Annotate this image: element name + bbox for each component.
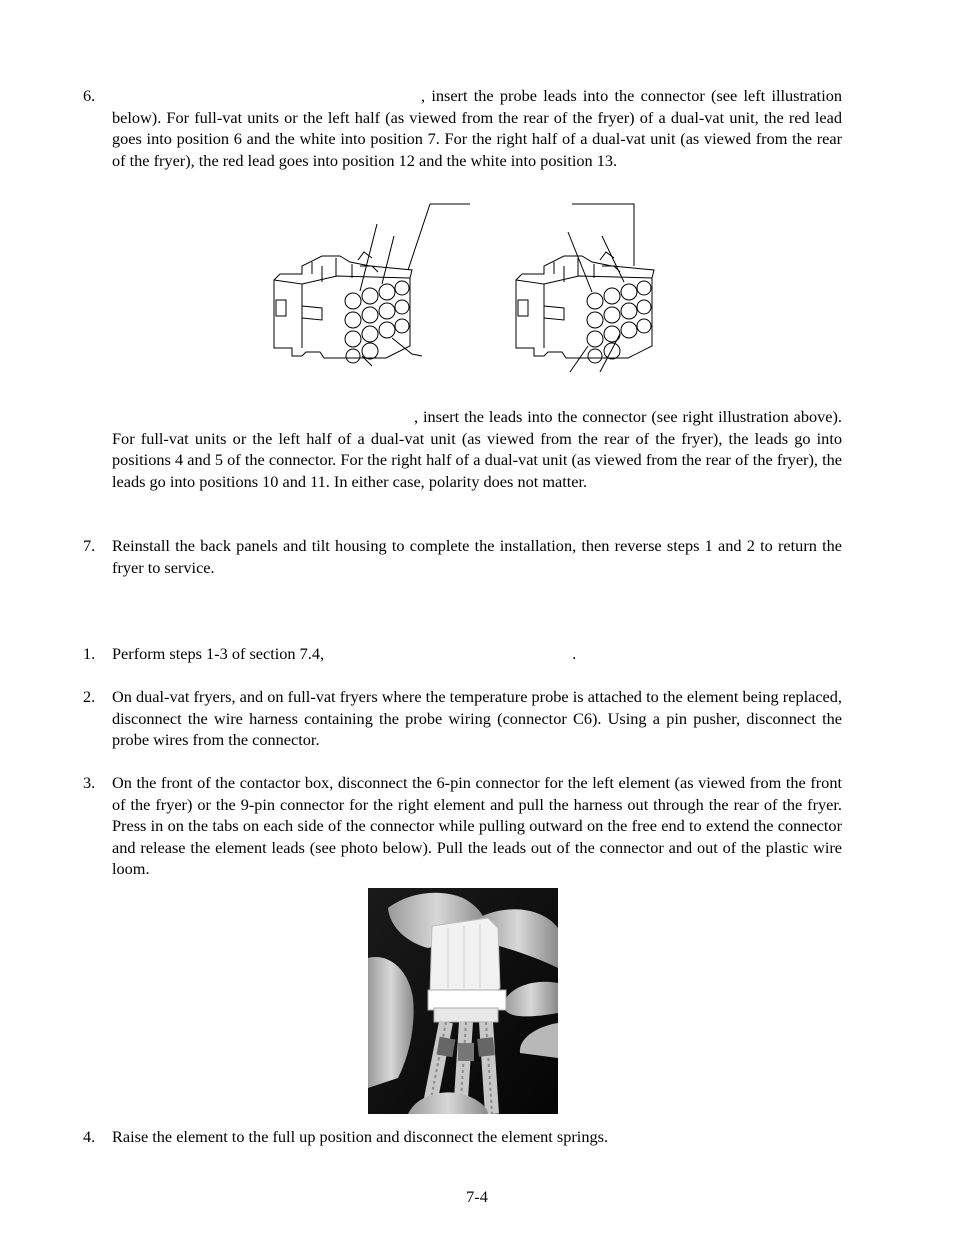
- left-connector-drawing: [274, 204, 470, 366]
- section2-step-1: [83, 643, 842, 665]
- step-number: 6.: [83, 86, 96, 105]
- step-6-continued-text: , insert the leads into the connector (see right illustration above). For full-vat units or the left half of a dual-vat unit (as viewed from the rear of the fryer), the leads go into positions 4 and 5 of the connector. For the right half of a dual-vat unit (as viewed from the rear of the fryer), the leads go into positions 10 and 11. In either case, polarity does not matter.: [112, 407, 842, 491]
- step-number: 7.: [83, 536, 96, 555]
- right-connector-drawing: [516, 204, 654, 372]
- step-text: On dual-vat fryers, and on full-vat fryers where the temperature probe is attached to the element being replaced, disconnect the wire harness containing the probe wiring (connector C6). Using a pin pusher, disconnect the probe wires from the connector.: [112, 687, 842, 750]
- step-number: 3.: [83, 773, 96, 792]
- step-suffix: .: [572, 644, 577, 663]
- step-text: Perform steps 1-3 of section 7.4,: [112, 644, 325, 663]
- page-number: 7-4: [466, 1187, 488, 1206]
- step-number: 1.: [83, 644, 96, 663]
- connector-illustrations: [262, 196, 682, 378]
- step-6-text: , insert the probe leads into the connector (see left illustration below). For full-vat units or the left half (as viewed from the rear of the fryer) of a dual-vat unit, the red lead goes into position 6 and the white into position 7. For the right half of a dual-vat unit (as viewed from the rear of the fryer), the red lead goes into position 12 and the white into position 13.: [112, 86, 842, 170]
- section2-step-2: [83, 686, 842, 751]
- section2-step-3: [83, 772, 842, 880]
- step-7: [83, 535, 842, 578]
- step-number: 4.: [83, 1127, 96, 1146]
- step-7-text: Reinstall the back panels and tilt housing to complete the installation, then reverse steps 1 and 2 to return the fryer to service.: [112, 536, 842, 577]
- step-text: Raise the element to the full up position and disconnect the element springs.: [112, 1127, 609, 1146]
- step-number: 2.: [83, 687, 96, 706]
- step-text: On the front of the contactor box, disconnect the 6-pin connector for the left element (as viewed from the front of the fryer) or the 9-pin connector for the right element and pull the harness out through the rear of the fryer. Press in on the tabs on each side of the connector while pulling outward on the free end to extend the connector and release the element leads (see photo below). Pull the leads out of the connector and out of the plastic wire loom.: [112, 773, 842, 879]
- step-6: [83, 85, 842, 171]
- connector-photo: [368, 888, 558, 1114]
- section2-step-4: [83, 1126, 842, 1148]
